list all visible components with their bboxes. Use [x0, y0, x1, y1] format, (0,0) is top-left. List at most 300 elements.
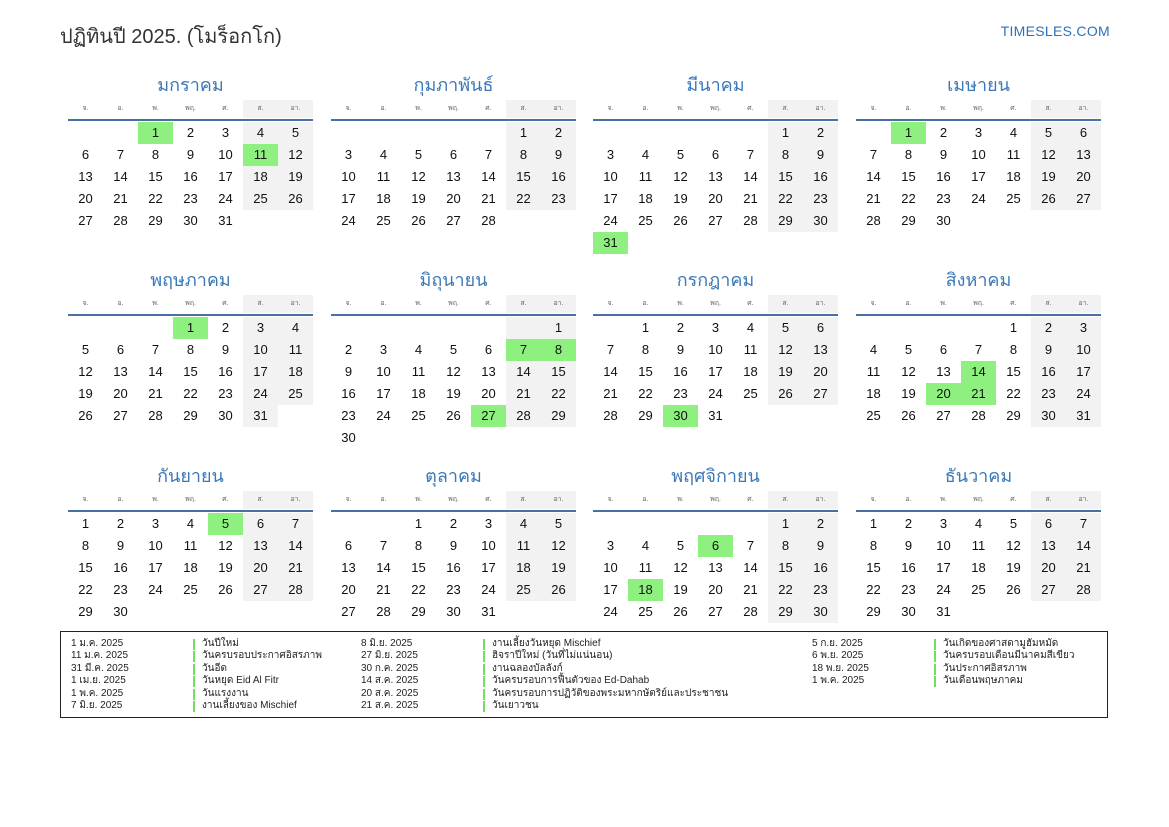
day-cell: 25: [638, 213, 653, 228]
day-cell: 29: [901, 213, 916, 228]
weekday-label: จ.: [607, 496, 614, 503]
empty-cell: [401, 122, 436, 144]
weekday-label: พ.: [940, 300, 947, 307]
holiday-date: 30 ก.ค. 2025: [361, 662, 419, 674]
day-cell: 17: [341, 191, 356, 206]
day-cell: 26: [78, 408, 93, 423]
day-cell: 9: [116, 538, 125, 553]
month-name: ตุลาคม: [425, 466, 482, 486]
day-cell: 17: [708, 364, 723, 379]
empty-cell: [68, 122, 103, 144]
day-cell: 19: [411, 191, 426, 206]
day-cell: 20: [803, 361, 838, 383]
day-cell: 29: [411, 604, 426, 619]
holiday-name: วันครบรอบการปฏิวัติของพระมหากษัตริย์และประชาชน: [492, 687, 729, 699]
day-cell: 13: [446, 169, 461, 184]
empty-cell: [663, 513, 698, 535]
day-cell: 14: [278, 535, 313, 557]
holiday-date: 5 ก.ย. 2025: [812, 638, 863, 649]
day-cell: 6: [243, 513, 278, 535]
weekday-label: ส.: [243, 295, 278, 313]
holiday-day-cell: 20: [926, 383, 961, 405]
day-cell: 23: [901, 582, 916, 597]
holiday-day-cell: 1: [138, 122, 173, 144]
day-cell: 21: [481, 191, 496, 206]
day-cell: 6: [484, 342, 493, 357]
weekday-header: [331, 100, 576, 118]
month-name: กุมภาพันธ์: [413, 75, 494, 95]
day-cell: 15: [768, 557, 803, 579]
day-cell: 21: [148, 386, 163, 401]
day-cell: 3: [344, 147, 353, 162]
day-cell: 10: [603, 169, 618, 184]
legend-item: [361, 663, 728, 675]
weekday-header: [856, 100, 1101, 118]
day-cell: 21: [278, 557, 313, 579]
day-cell: 25: [278, 383, 313, 405]
day-cell: 12: [218, 538, 233, 553]
day-cell: 2: [116, 516, 125, 531]
day-cell: 4: [414, 342, 423, 357]
day-cell: 23: [218, 386, 233, 401]
day-cell: 21: [113, 191, 128, 206]
weekday-label: ศ.: [747, 496, 754, 503]
day-cell: 4: [641, 538, 650, 553]
weekday-label: พ.: [677, 496, 684, 503]
day-cell: 10: [603, 560, 618, 575]
day-cell: 4: [746, 320, 755, 335]
day-cell: 25: [743, 386, 758, 401]
weekday-label: พ.: [677, 105, 684, 112]
day-cell: 20: [708, 191, 723, 206]
day-cell: 10: [971, 147, 986, 162]
day-cell: 30: [446, 604, 461, 619]
day-cell: 22: [506, 188, 541, 210]
day-cell: 11: [971, 538, 986, 553]
day-cell: 14: [148, 364, 163, 379]
holiday-marker: [934, 676, 936, 687]
day-cell: 28: [506, 405, 541, 427]
day-cell: 17: [603, 191, 618, 206]
weekday-label: ศ.: [1010, 300, 1017, 307]
day-cell: 5: [278, 122, 313, 144]
day-cell: 17: [936, 560, 951, 575]
day-cell: 25: [411, 408, 426, 423]
legend-item: [71, 675, 322, 687]
month-4: [856, 70, 1101, 232]
header-divider: [856, 119, 1101, 121]
day-cell: 22: [1006, 386, 1021, 401]
holiday-day-cell: 1: [173, 317, 208, 339]
weekday-label: ส.: [506, 491, 541, 509]
weekday-header: [331, 491, 576, 509]
day-cell: 18: [183, 560, 198, 575]
holiday-date: 21 ส.ค. 2025: [361, 699, 419, 711]
weekday-label: อา.: [278, 100, 313, 118]
holiday-marker: [193, 651, 195, 662]
weekday-label: จ.: [607, 300, 614, 307]
day-cell: 11: [866, 364, 881, 379]
day-cell: 22: [638, 386, 653, 401]
day-cell: 16: [341, 386, 356, 401]
day-cell: 28: [603, 408, 618, 423]
day-cell: 8: [414, 538, 423, 553]
day-cell: 25: [1006, 191, 1021, 206]
day-cell: 22: [541, 383, 576, 405]
empty-cell: [331, 513, 366, 535]
day-cell: 29: [1006, 408, 1021, 423]
empty-cell: [436, 317, 471, 339]
day-cell: 1: [414, 516, 423, 531]
day-cell: 22: [183, 386, 198, 401]
day-cell: 25: [243, 188, 278, 210]
day-cell: 24: [936, 582, 951, 597]
day-cell: 13: [1066, 144, 1101, 166]
day-cell: 26: [446, 408, 461, 423]
weekday-label: อา.: [278, 295, 313, 313]
day-cell: 24: [341, 213, 356, 228]
weekday-label: ส.: [768, 491, 803, 509]
empty-cell: [698, 122, 733, 144]
legend-column-1: [71, 638, 322, 712]
empty-cell: [366, 317, 401, 339]
day-cell: 30: [803, 601, 838, 623]
day-cell: 13: [243, 535, 278, 557]
holiday-date: 7 มิ.ย. 2025: [71, 699, 123, 711]
weekday-label: ส.: [1031, 295, 1066, 313]
day-cell: 18: [506, 557, 541, 579]
holiday-name: วันหยุด Eid Al Fitr: [202, 675, 279, 687]
day-cell: 9: [803, 144, 838, 166]
weekday-label: ส.: [1031, 100, 1066, 118]
holiday-day-cell: 21: [961, 383, 996, 405]
holiday-day-cell: 18: [628, 579, 663, 601]
empty-cell: [891, 317, 926, 339]
day-cell: 30: [936, 213, 951, 228]
day-cell: 16: [803, 557, 838, 579]
day-cell: 20: [113, 386, 128, 401]
day-cell: 10: [148, 538, 163, 553]
day-cell: 13: [341, 560, 356, 575]
day-cell: 20: [1031, 557, 1066, 579]
empty-cell: [103, 122, 138, 144]
day-cell: 2: [803, 122, 838, 144]
weekday-label: ศ.: [485, 496, 492, 503]
day-cell: 27: [113, 408, 128, 423]
day-cell: 23: [541, 188, 576, 210]
holiday-marker: [193, 639, 195, 650]
day-cell: 14: [743, 169, 758, 184]
weekday-label: พฤ.: [185, 300, 196, 307]
header-divider: [331, 314, 576, 316]
day-cell: 4: [974, 516, 983, 531]
weekday-label: ศ.: [747, 300, 754, 307]
day-cell: 24: [971, 191, 986, 206]
weekday-label: จ.: [870, 496, 877, 503]
weekday-label: ศ.: [1010, 496, 1017, 503]
day-cell: 31: [481, 604, 496, 619]
day-cell: 24: [481, 582, 496, 597]
weekday-label: พ.: [415, 300, 422, 307]
day-cell: 3: [243, 317, 278, 339]
weekday-label: จ.: [82, 105, 89, 112]
day-grid: [856, 513, 1101, 623]
weekday-label: อ.: [117, 496, 124, 503]
day-cell: 19: [673, 191, 688, 206]
day-cell: 16: [113, 560, 128, 575]
day-cell: 9: [186, 147, 195, 162]
day-cell: 12: [673, 560, 688, 575]
day-cell: 27: [708, 604, 723, 619]
day-cell: 9: [344, 364, 353, 379]
holiday-day-cell: 7: [506, 339, 541, 361]
legend-item: [361, 700, 728, 712]
day-cell: 10: [1066, 339, 1101, 361]
day-cell: 15: [1006, 364, 1021, 379]
day-cell: 12: [768, 339, 803, 361]
weekday-label: อ.: [380, 105, 387, 112]
day-cell: 16: [541, 166, 576, 188]
day-cell: 21: [743, 582, 758, 597]
weekday-label: ศ.: [222, 300, 229, 307]
day-cell: 26: [541, 579, 576, 601]
weekday-label: พ.: [415, 105, 422, 112]
day-cell: 17: [481, 560, 496, 575]
weekday-header: [856, 491, 1101, 509]
day-cell: 12: [278, 144, 313, 166]
day-cell: 15: [148, 169, 163, 184]
day-cell: 8: [641, 342, 650, 357]
day-cell: 20: [708, 582, 723, 597]
holiday-date: 27 มิ.ย. 2025: [361, 650, 418, 662]
holiday-day-cell: 1: [891, 122, 926, 144]
day-grid: [331, 513, 576, 623]
header-divider: [331, 119, 576, 121]
holiday-day-cell: 6: [698, 535, 733, 557]
month-2: [331, 70, 576, 232]
day-cell: 11: [183, 538, 198, 553]
weekday-label: พฤ.: [185, 496, 196, 503]
empty-cell: [733, 122, 768, 144]
empty-cell: [471, 122, 506, 144]
day-cell: 5: [1009, 516, 1018, 531]
day-cell: 5: [81, 342, 90, 357]
day-cell: 13: [113, 364, 128, 379]
day-cell: 29: [638, 408, 653, 423]
day-cell: 13: [708, 560, 723, 575]
day-cell: 6: [1066, 122, 1101, 144]
holiday-name: วันอีด: [202, 662, 227, 674]
day-cell: 3: [974, 125, 983, 140]
day-cell: 16: [183, 169, 198, 184]
weekday-label: จ.: [82, 300, 89, 307]
day-cell: 6: [803, 317, 838, 339]
day-cell: 28: [113, 213, 128, 228]
day-grid: [856, 122, 1101, 232]
day-cell: 7: [606, 342, 615, 357]
day-cell: 15: [866, 560, 881, 575]
day-cell: 18: [278, 361, 313, 383]
empty-cell: [103, 317, 138, 339]
day-cell: 14: [1066, 535, 1101, 557]
weekday-label: ศ.: [485, 105, 492, 112]
site-link[interactable]: TIMESLES.COM: [1000, 23, 1110, 39]
day-cell: 27: [708, 213, 723, 228]
weekday-label: อ.: [905, 496, 912, 503]
day-cell: 30: [113, 604, 128, 619]
day-cell: 27: [243, 579, 278, 601]
weekday-label: อา.: [278, 491, 313, 509]
day-cell: 15: [506, 166, 541, 188]
empty-cell: [961, 317, 996, 339]
day-cell: 19: [278, 166, 313, 188]
legend-item: [71, 638, 322, 650]
day-cell: 30: [341, 430, 356, 445]
holiday-day-cell: 27: [471, 405, 506, 427]
legend-item: [361, 675, 728, 687]
holiday-date: 11 ม.ค. 2025: [71, 650, 129, 662]
day-cell: 26: [278, 188, 313, 210]
weekday-header: [593, 491, 838, 509]
month-6: [331, 265, 576, 449]
day-cell: 8: [151, 147, 160, 162]
weekday-label: จ.: [870, 105, 877, 112]
day-cell: 2: [221, 320, 230, 335]
day-cell: 19: [446, 386, 461, 401]
empty-cell: [68, 317, 103, 339]
day-cell: 17: [243, 361, 278, 383]
day-grid: [331, 317, 576, 449]
day-cell: 17: [1066, 361, 1101, 383]
weekday-label: อา.: [1066, 295, 1101, 313]
day-cell: 15: [411, 560, 426, 575]
holiday-marker: [483, 701, 485, 712]
day-cell: 29: [183, 408, 198, 423]
legend-item: [812, 675, 1075, 687]
day-cell: 3: [711, 320, 720, 335]
month-1: [68, 70, 313, 232]
day-cell: 29: [768, 601, 803, 623]
day-cell: 1: [641, 320, 650, 335]
day-cell: 28: [148, 408, 163, 423]
day-cell: 3: [606, 147, 615, 162]
day-cell: 12: [446, 364, 461, 379]
holiday-day-cell: 30: [663, 405, 698, 427]
month-name: เมษายน: [947, 75, 1010, 95]
day-cell: 26: [901, 408, 916, 423]
day-grid: [593, 317, 838, 427]
day-cell: 19: [218, 560, 233, 575]
day-cell: 11: [506, 535, 541, 557]
weekday-label: ส.: [506, 100, 541, 118]
day-cell: 25: [376, 213, 391, 228]
legend-item: [71, 650, 322, 662]
day-cell: 4: [278, 317, 313, 339]
weekday-label: จ.: [345, 300, 352, 307]
holiday-date: 20 ส.ค. 2025: [361, 687, 419, 699]
weekday-label: อ.: [117, 105, 124, 112]
day-cell: 13: [1031, 535, 1066, 557]
day-cell: 13: [708, 169, 723, 184]
day-cell: 27: [803, 383, 838, 405]
weekday-label: พ.: [152, 496, 159, 503]
day-cell: 18: [243, 166, 278, 188]
day-cell: 11: [278, 339, 313, 361]
weekday-header: [68, 491, 313, 509]
weekday-label: อา.: [541, 100, 576, 118]
day-cell: 11: [411, 364, 426, 379]
day-cell: 25: [506, 579, 541, 601]
day-cell: 23: [1031, 383, 1066, 405]
day-cell: 16: [446, 560, 461, 575]
day-cell: 12: [673, 169, 688, 184]
day-cell: 5: [676, 147, 685, 162]
day-cell: 16: [936, 169, 951, 184]
day-cell: 7: [746, 147, 755, 162]
day-cell: 5: [768, 317, 803, 339]
day-cell: 19: [541, 557, 576, 579]
holiday-date: 1 พ.ค. 2025: [812, 675, 865, 687]
weekday-label: พฤ.: [448, 300, 459, 307]
day-cell: 3: [606, 538, 615, 553]
holiday-legend: [60, 631, 1108, 718]
weekday-header: [68, 295, 313, 313]
day-cell: 22: [768, 188, 803, 210]
empty-cell: [506, 317, 541, 339]
day-cell: 6: [344, 538, 353, 553]
day-cell: 28: [866, 213, 881, 228]
day-cell: 19: [1031, 166, 1066, 188]
empty-cell: [471, 317, 506, 339]
day-cell: 4: [186, 516, 195, 531]
weekday-label: จ.: [345, 496, 352, 503]
day-cell: 6: [81, 147, 90, 162]
day-cell: 2: [803, 513, 838, 535]
day-cell: 10: [708, 342, 723, 357]
day-cell: 23: [446, 582, 461, 597]
day-cell: 12: [1006, 538, 1021, 553]
weekday-label: อา.: [541, 295, 576, 313]
day-cell: 23: [803, 188, 838, 210]
day-cell: 12: [78, 364, 93, 379]
day-cell: 4: [641, 147, 650, 162]
header-divider: [68, 510, 313, 512]
day-cell: 3: [939, 516, 948, 531]
day-cell: 4: [869, 342, 878, 357]
day-cell: 7: [869, 147, 878, 162]
month-name: กันยายน: [157, 466, 224, 486]
day-cell: 31: [708, 408, 723, 423]
day-cell: 2: [186, 125, 195, 140]
day-cell: 1: [81, 516, 90, 531]
holiday-marker: [193, 689, 195, 700]
weekday-label: พฤ.: [710, 105, 721, 112]
holiday-name: วันครบรอบประกาศอิสรภาพ: [202, 650, 322, 662]
weekday-label: อ.: [380, 496, 387, 503]
day-cell: 27: [78, 213, 93, 228]
day-cell: 22: [148, 191, 163, 206]
month-12: [856, 461, 1101, 623]
day-cell: 11: [376, 169, 391, 184]
day-cell: 18: [743, 364, 758, 379]
day-cell: 9: [449, 538, 458, 553]
day-cell: 27: [341, 604, 356, 619]
holiday-day-cell: 14: [961, 361, 996, 383]
holiday-marker: [193, 664, 195, 675]
legend-item: [812, 650, 1075, 662]
day-cell: 30: [1031, 405, 1066, 427]
day-cell: 27: [446, 213, 461, 228]
